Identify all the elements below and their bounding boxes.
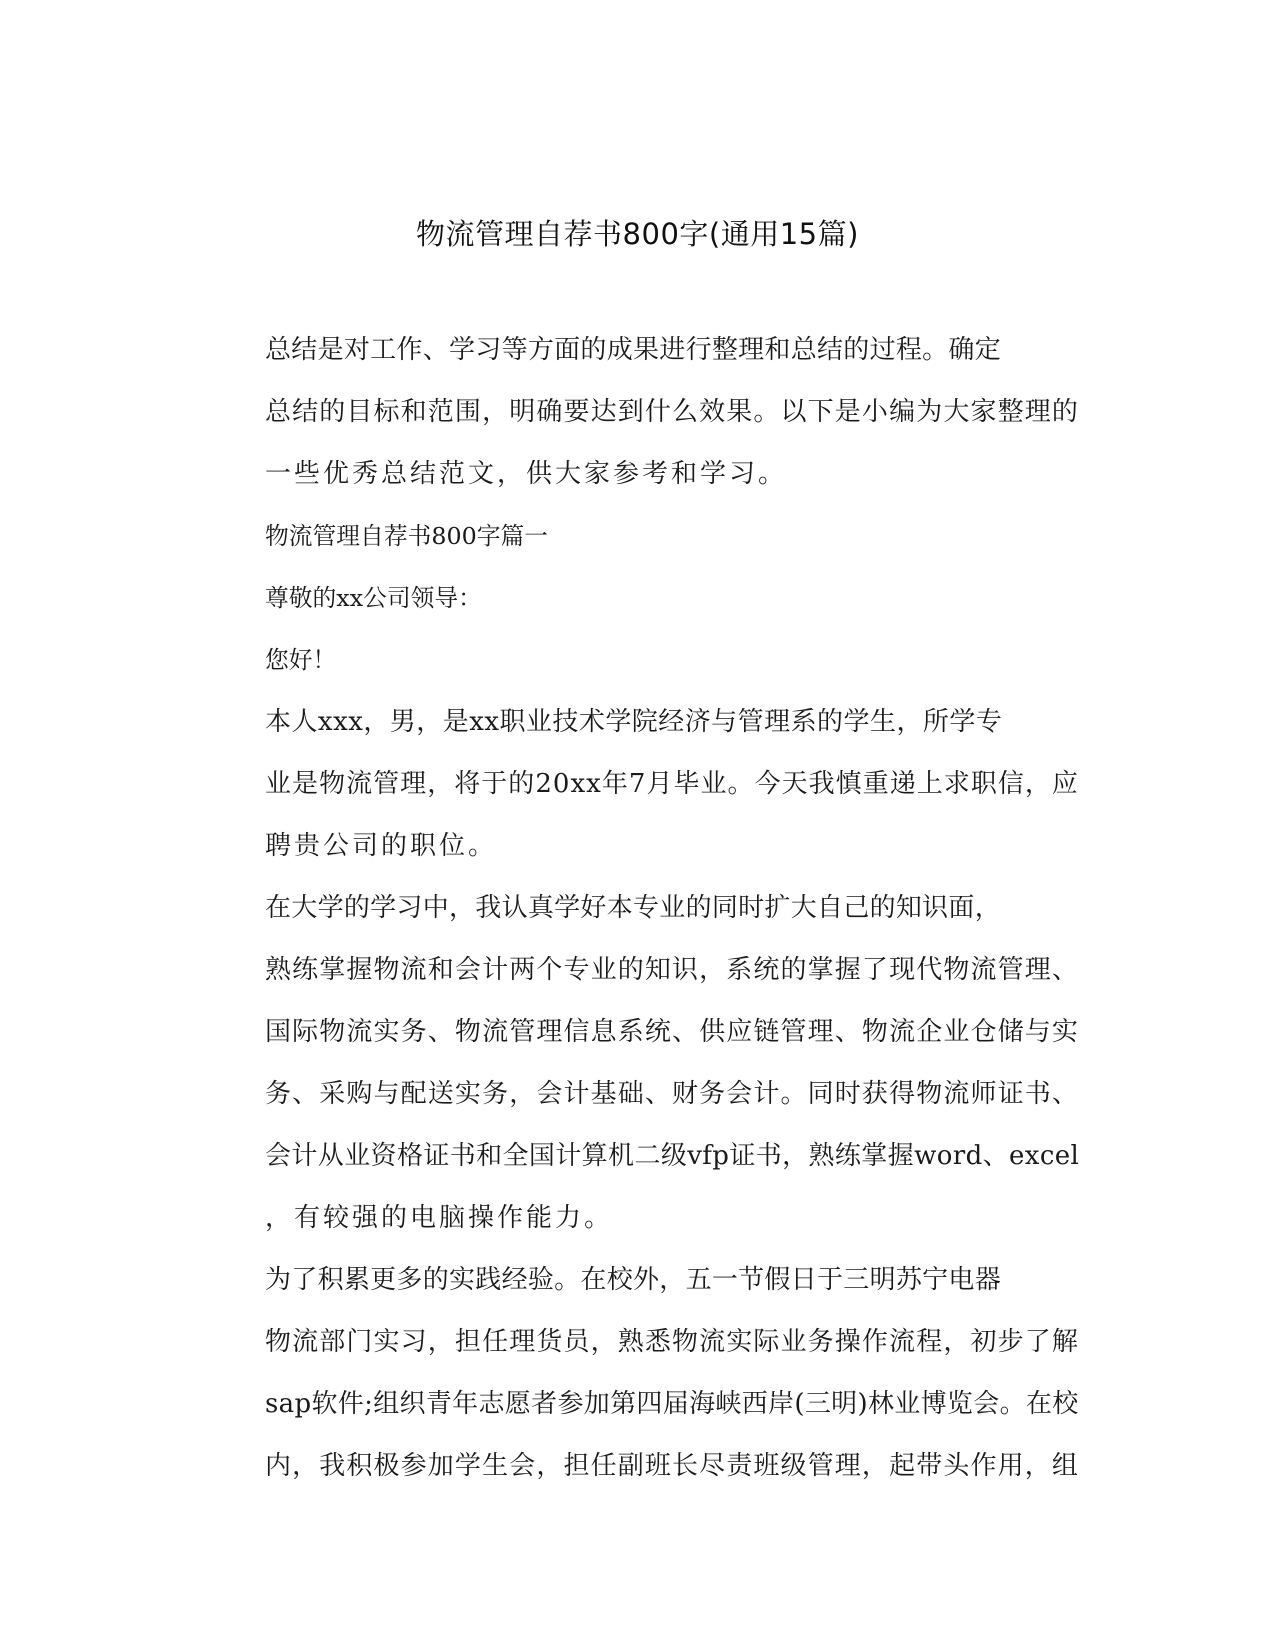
text-line: 聘贵公司的职位。 xyxy=(265,831,498,861)
text-line: 务、采购与配送实务，会计基础、财务会计。同时获得物流师证书、 xyxy=(265,1079,1080,1109)
text-line: 总结的目标和范围，明确要达到什么效果。以下是小编为大家整理的 xyxy=(265,397,1080,427)
document-title: 物流管理自荐书800字(通用15篇) xyxy=(416,217,859,251)
paragraph-study xyxy=(189,877,1079,1249)
text-line: 本人xxx，男，是xx职业技术学院经济与管理系的学生，所学专 xyxy=(265,707,1003,737)
text-line: 在大学的学习中，我认真学好本专业的同时扩大自己的知识面， xyxy=(265,893,1002,923)
section-heading xyxy=(189,505,1079,567)
text-line: 尊敬的xx公司领导： xyxy=(265,584,482,612)
paragraph-practice xyxy=(189,1249,1079,1497)
text-line: 物流管理自荐书800字篇一 xyxy=(265,522,549,550)
text-line: 熟练掌握物流和会计两个专业的知识，系统的掌握了现代物流管理、 xyxy=(265,955,1080,985)
text-line: ，有较强的电脑操作能力。 xyxy=(265,1203,614,1233)
paragraph-intro xyxy=(189,319,1079,505)
text-line: 为了积累更多的实践经验。在校外，五一节假日于三明苏宁电器 xyxy=(265,1265,1002,1295)
text-line: 您好！ xyxy=(265,646,337,674)
paragraph-self-intro xyxy=(189,691,1079,877)
text-line: 物流部门实习，担任理货员，熟悉物流实际业务操作流程，初步了解 xyxy=(265,1327,1080,1357)
greeting xyxy=(189,629,1079,691)
text-line: sap软件;组织青年志愿者参加第四届海峡西岸(三明)林业博览会。在校 xyxy=(265,1389,1079,1419)
salutation xyxy=(189,567,1079,629)
text-line: 业是物流管理，将于的20xx年7月毕业。今天我慎重递上求职信，应 xyxy=(265,769,1079,799)
text-line: 总结是对工作、学习等方面的成果进行整理和总结的过程。确定 xyxy=(265,335,1002,365)
text-line: 一些优秀总结范文，供大家参考和学习。 xyxy=(265,459,788,489)
text-line: 会计从业资格证书和全国计算机二级vfp证书，熟练掌握word、excel xyxy=(265,1141,1080,1171)
document-body xyxy=(189,319,1079,1497)
text-line: 内，我积极参加学生会，担任副班长尽责班级管理，起带头作用，组 xyxy=(265,1451,1080,1481)
text-line: 国际物流实务、物流管理信息系统、供应链管理、物流企业仓储与实 xyxy=(265,1017,1080,1047)
